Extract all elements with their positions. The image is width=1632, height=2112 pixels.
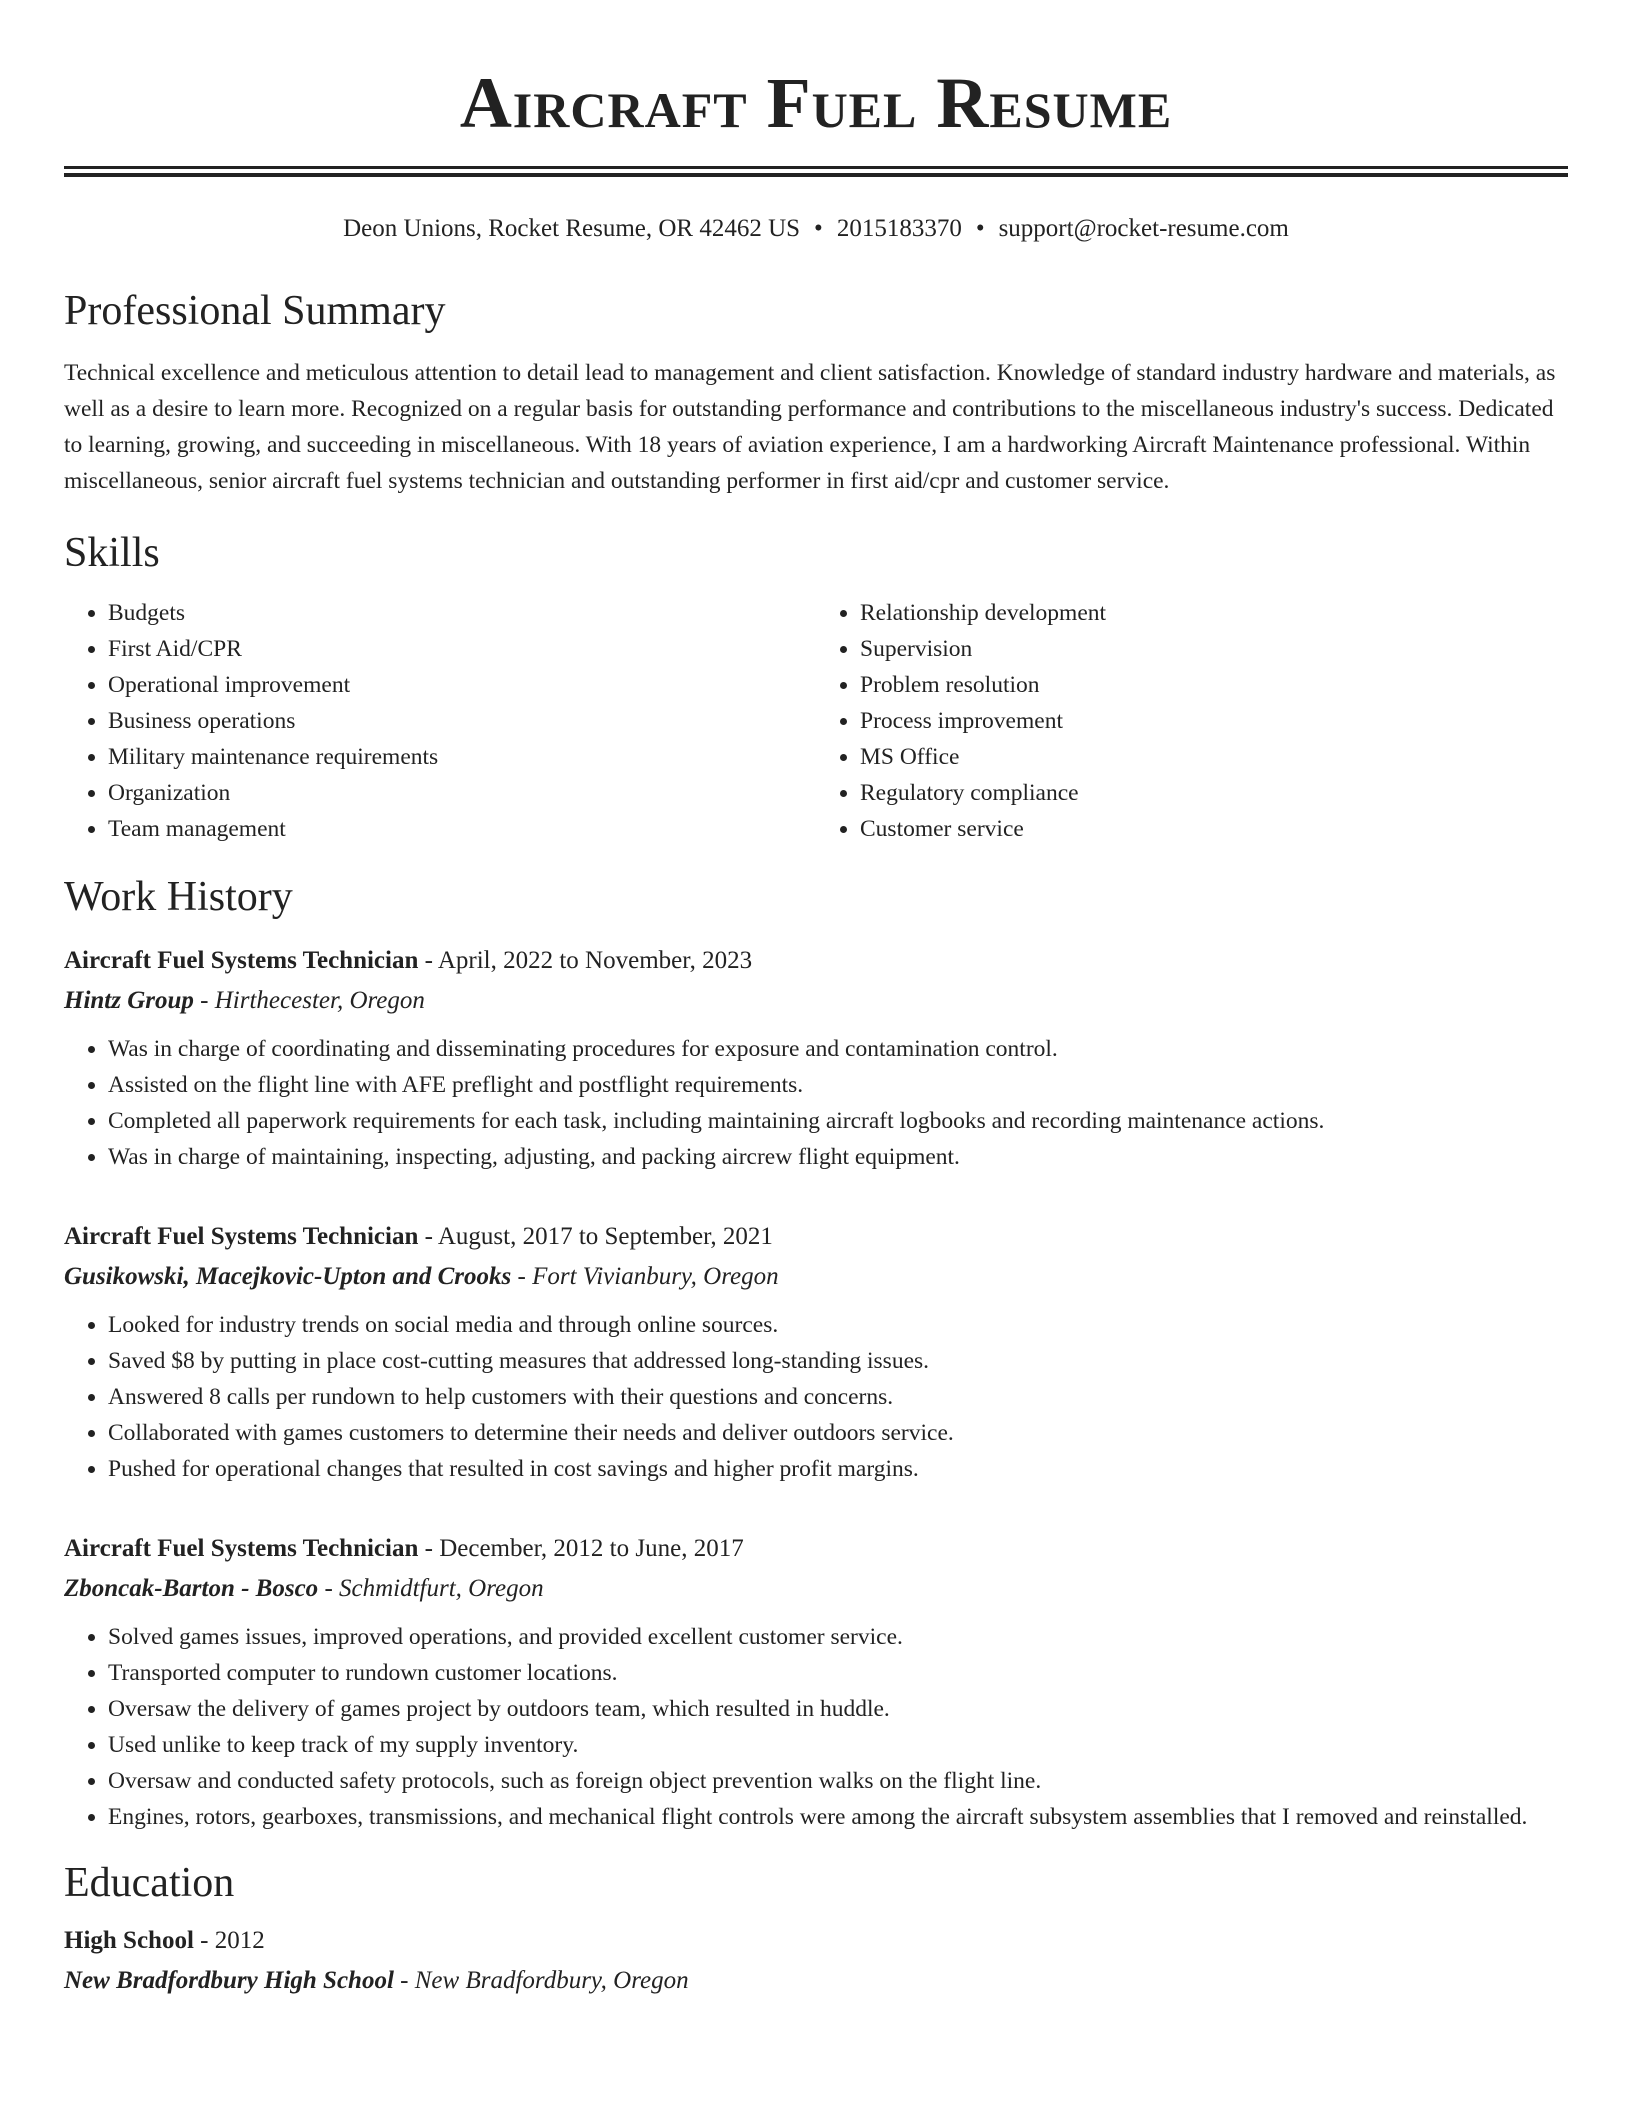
job-header bbox=[64, 1529, 1568, 1569]
job-bullets bbox=[64, 1307, 1568, 1487]
job-employer bbox=[64, 1569, 1568, 1609]
contact-separator: • bbox=[814, 215, 823, 242]
skills-columns bbox=[64, 595, 1568, 847]
skill-item: • Organization bbox=[108, 775, 816, 811]
education-school: New Bradfordbury High School bbox=[64, 1967, 394, 1994]
job-bullet: • Was in charge of coordinating and disseminating procedures for exposure and contamination control. bbox=[108, 1031, 1568, 1067]
job-location: - Schmidtfurt, Oregon bbox=[318, 1575, 544, 1602]
education-entry bbox=[64, 1921, 1568, 2001]
job-bullet: • Transported computer to rundown customer locations. bbox=[108, 1655, 1568, 1691]
job-header bbox=[64, 1217, 1568, 1257]
skill-item: • Problem resolution bbox=[860, 667, 1568, 703]
skill-item: • Supervision bbox=[860, 631, 1568, 667]
job-header bbox=[64, 941, 1568, 981]
job-title: Aircraft Fuel Systems Technician bbox=[64, 1223, 419, 1250]
job-company: Gusikowski, Macejkovic-Upton and Crooks bbox=[64, 1263, 512, 1290]
job-company: Zboncak-Barton - Bosco bbox=[64, 1575, 319, 1602]
skill-item: • First Aid/CPR bbox=[108, 631, 816, 667]
job-bullet: • Used unlike to keep track of my supply inventory. bbox=[108, 1727, 1568, 1763]
summary-heading: Professional Summary bbox=[64, 288, 446, 334]
job-title: Aircraft Fuel Systems Technician bbox=[64, 1535, 419, 1562]
skill-item: • Customer service bbox=[860, 811, 1568, 847]
job-company: Hintz Group bbox=[64, 987, 194, 1014]
job-location: - Hirthecester, Oregon bbox=[193, 987, 425, 1014]
skill-item: • Operational improvement bbox=[108, 667, 816, 703]
job-bullet: • Pushed for operational changes that resulted in cost savings and higher profit margins. bbox=[108, 1451, 1568, 1487]
skills-list-right bbox=[816, 595, 1568, 847]
job-location: - Fort Vivianbury, Oregon bbox=[511, 1263, 779, 1290]
contact-address: Deon Unions, Rocket Resume, OR 42462 US bbox=[343, 215, 801, 242]
job-entry bbox=[64, 1217, 1568, 1487]
job-bullet: • Collaborated with games customers to determine their needs and deliver outdoors service. bbox=[108, 1415, 1568, 1451]
skills-list-left bbox=[64, 595, 816, 847]
job-bullet: • Completed all paperwork requirements for each task, including maintaining aircraft logbooks and recording maintenance actions. bbox=[108, 1103, 1568, 1139]
skill-item: • Military maintenance requirements bbox=[108, 739, 816, 775]
job-bullet: • Answered 8 calls per rundown to help customers with their questions and concerns. bbox=[108, 1379, 1568, 1415]
job-bullet: • Looked for industry trends on social media and through online sources. bbox=[108, 1307, 1568, 1343]
title-divider bbox=[64, 166, 1568, 177]
job-bullet: • Solved games issues, improved operations, and provided excellent customer service. bbox=[108, 1619, 1568, 1655]
skill-item: • Regulatory compliance bbox=[860, 775, 1568, 811]
contact-line bbox=[64, 213, 1568, 245]
education-header bbox=[64, 1921, 1568, 1961]
job-bullet: • Oversaw the delivery of games project by outdoors team, which resulted in huddle. bbox=[108, 1691, 1568, 1727]
skill-item: • Process improvement bbox=[860, 703, 1568, 739]
skill-item: • Team management bbox=[108, 811, 816, 847]
education-year: - 2012 bbox=[193, 1927, 265, 1954]
contact-phone: 2015183370 bbox=[836, 215, 962, 242]
job-dates: - April, 2022 to November, 2023 bbox=[418, 947, 753, 974]
job-employer bbox=[64, 981, 1568, 1021]
contact-separator: • bbox=[975, 215, 985, 242]
summary-text: Technical excellence and meticulous attention to detail lead to management and client satisfaction. Knowledge of standard industry hardware and materials, as well as a desire to learn more. Recognized on a regular basis for outstanding performance and contributions to the miscellaneous industry's success. Dedicated to learning, growing, and succeeding in miscellaneous. With 18 years of aviation experience, I am a hardworking Aircraft Maintenance professional. Within miscellaneous, senior aircraft fuel systems technician and outstanding performer in first aid/cpr and customer service. bbox=[64, 360, 1556, 494]
job-bullets bbox=[64, 1031, 1568, 1175]
job-entry bbox=[64, 1529, 1568, 1835]
education-heading: Education bbox=[64, 1860, 235, 1906]
job-title: Aircraft Fuel Systems Technician bbox=[64, 947, 419, 974]
skills-heading: Skills bbox=[64, 530, 160, 576]
job-bullets bbox=[64, 1619, 1568, 1835]
education-degree: High School bbox=[64, 1927, 194, 1954]
contact-email: support@rocket-resume.com bbox=[998, 215, 1289, 242]
job-bullet: • Saved $8 by putting in place cost-cutting measures that addressed long-standing issues. bbox=[108, 1343, 1568, 1379]
skill-item: • Budgets bbox=[108, 595, 816, 631]
skill-item: • MS Office bbox=[860, 739, 1568, 775]
job-bullet: • Engines, rotors, gearboxes, transmissions, and mechanical flight controls were among the aircraft subsystem assemblies that I removed and reinstalled. bbox=[108, 1799, 1568, 1835]
skill-item: • Business operations bbox=[108, 703, 816, 739]
resume-title: Aircraft Fuel Resume bbox=[459, 63, 1173, 143]
job-dates: - August, 2017 to September, 2021 bbox=[418, 1223, 773, 1250]
education-school-line bbox=[64, 1961, 1568, 2001]
job-dates: - December, 2012 to June, 2017 bbox=[418, 1535, 744, 1562]
job-employer bbox=[64, 1257, 1568, 1297]
job-bullet: • Assisted on the flight line with AFE preflight and postflight requirements. bbox=[108, 1067, 1568, 1103]
skill-item: • Relationship development bbox=[860, 595, 1568, 631]
job-entry bbox=[64, 941, 1568, 1175]
job-bullet: • Was in charge of maintaining, inspecting, adjusting, and packing aircrew flight equipment. bbox=[108, 1139, 1568, 1175]
job-bullet: • Oversaw and conducted safety protocols, such as foreign object prevention walks on the flight line. bbox=[108, 1763, 1568, 1799]
education-location: - New Bradfordbury, Oregon bbox=[393, 1967, 689, 1994]
work-history-heading: Work History bbox=[64, 874, 293, 920]
